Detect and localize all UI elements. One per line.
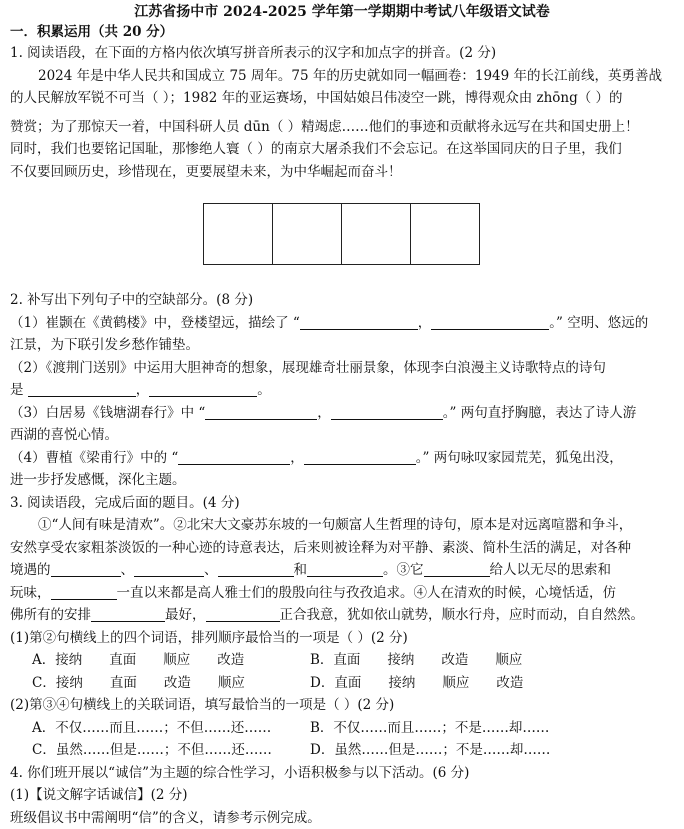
fill-blank[interactable] — [431, 314, 549, 330]
q2-item-3 — [10, 402, 674, 425]
fill-blank[interactable] — [205, 404, 317, 420]
q3-text: 境遇的 — [10, 562, 51, 578]
option-word: 改造 — [441, 652, 468, 668]
q3-text: 。③它 — [383, 562, 424, 578]
fill-blank[interactable] — [51, 561, 121, 577]
option-a[interactable]: A．不仅……而且……；不但……还…… — [32, 717, 310, 740]
fill-blank[interactable] — [51, 584, 117, 600]
option-c[interactable]: C．虽然……但是……；不但……还…… — [32, 739, 310, 762]
q1-passage-line: 不仅要回顾历史，珍惜现在，更要展望未来，为中华崛起而奋斗！ — [10, 161, 674, 184]
fill-blank[interactable] — [307, 561, 383, 577]
q3-text: 给人以无尽的思索和 — [490, 562, 612, 578]
q3-subquestion-2: (2)第③④句横线上的关联词语，填写最恰当的一项是（ ）(2 分) — [10, 694, 674, 717]
q2-stem: 2. 补写出下列句子中的空缺部分。(8 分) — [10, 289, 674, 312]
q4-sub1-text: 班级倡议书中需阐明“信”的含义，请参考示例完成。 — [10, 807, 674, 829]
q3-text: 玩味， — [10, 585, 51, 601]
option-word: 直面 — [110, 675, 137, 691]
q2-text: ， — [317, 405, 331, 421]
option-row — [10, 649, 674, 672]
option-b[interactable]: B．不仅……而且……；不是……却…… — [310, 717, 549, 740]
q3-text: 一直以来都是高人雅士们的殷殷向往与孜孜追求。④人在清欢的时候，心境恬适，仿 — [117, 585, 617, 601]
q3-text: 、 — [121, 562, 135, 578]
option-row — [10, 739, 674, 762]
fill-blank[interactable] — [424, 561, 490, 577]
q4-stem: 4. 你们班开展以“诚信”为主题的综合性学习，小语积极参与以下活动。(6 分) — [10, 762, 674, 785]
q2-text: ， — [136, 382, 150, 398]
q2-text: 。” 两句咏叹家园荒芜，狐兔出没， — [416, 450, 623, 466]
option-word: 改造 — [217, 652, 244, 668]
fill-blank[interactable] — [91, 606, 165, 622]
section-heading: 一．积累运用（共 20 分） — [10, 22, 674, 42]
option-word: 改造 — [164, 675, 191, 691]
option-d[interactable]: D．虽然……但是……；不是……却…… — [310, 739, 550, 762]
option-word: D．直面 — [310, 675, 361, 691]
q3-text: 、 — [204, 562, 218, 578]
q2-item-2 — [10, 379, 674, 402]
q2-text: （4）曹植《梁甫行》中的 “ — [10, 450, 178, 466]
q3-passage-line — [10, 559, 674, 582]
answer-box-grid — [10, 203, 674, 265]
option-word: C．接纳 — [32, 675, 83, 691]
option-word: 顺应 — [495, 652, 522, 668]
q3-passage-line: 安然享受农家粗茶淡饭的一种心迹的诗意表达，后来则被诠释为对平静、素淡、简朴生活的满足，对各种 — [10, 537, 674, 560]
option-b[interactable] — [310, 649, 522, 672]
q2-text: 进一步抒发感慨，深化主题。 — [10, 469, 674, 492]
q2-item-4 — [10, 447, 674, 470]
q3-passage-line — [10, 604, 674, 627]
fill-blank[interactable] — [178, 449, 290, 465]
q3-subquestion-1: (1)第②句横线上的四个词语，排列顺序最恰当的一项是（ ）(2 分) — [10, 627, 674, 650]
fill-blank[interactable] — [218, 561, 294, 577]
q3-text: 正合我意，犹如依山就势，顺水行舟，应时而动，自自然然。 — [280, 607, 645, 623]
option-word: B．直面 — [310, 652, 360, 668]
fill-blank[interactable] — [304, 449, 416, 465]
q4-subquestion-1: (1)【说文解字话诚信】(2 分) — [10, 784, 674, 807]
fill-blank[interactable] — [149, 381, 257, 397]
fill-blank[interactable] — [206, 606, 280, 622]
q2-text: （2）《渡荆门送别》中运用大胆神奇的想象，展现雄奇壮丽景象，体现李白浪漫主义诗歌特点的诗句 — [10, 357, 674, 380]
answer-box[interactable] — [203, 203, 273, 265]
fill-blank[interactable] — [300, 314, 418, 330]
option-word: 直面 — [109, 652, 136, 668]
q1-passage-line: 同时，我们也要铭记国耻，那惨绝人寰（ ）的南京大屠杀我们不会忘记。在这举国同庆的日子里，我们 — [10, 138, 674, 161]
exam-page — [0, 2, 684, 773]
q3-passage-line: ①“人间有味是清欢”。②北宋大文豪苏东坡的一句颇富人生哲理的诗句，原本是对远离喧嚣和争斗， — [10, 514, 674, 537]
q2-text: 。” 空明、悠远的 — [549, 315, 648, 331]
q2-text: 西湖的喜悦心情。 — [10, 424, 674, 447]
q2-text: （1）崔颢在《黄鹤楼》中，登楼望远，描绘了 “ — [10, 315, 300, 331]
q2-text: 是 — [10, 382, 28, 398]
q3-text: 最好， — [165, 607, 206, 623]
option-word: 接纳 — [388, 675, 415, 691]
q2-text: 。 — [257, 382, 271, 398]
option-d[interactable] — [310, 672, 523, 695]
q1-passage-line: 的人民解放军锐不可当（ ）；1982 年的亚运赛场，中国姑娘吕伟凌空一跳，博得观众由 zhōng（ ）的 — [10, 87, 674, 110]
option-word: 顺应 — [218, 675, 245, 691]
q3-passage-line — [10, 582, 674, 605]
answer-box[interactable] — [341, 203, 411, 265]
fill-blank[interactable] — [134, 561, 204, 577]
option-word: 接纳 — [387, 652, 414, 668]
option-word: 顺应 — [163, 652, 190, 668]
fill-blank[interactable] — [331, 404, 443, 420]
q1-passage-line: 赞赏；为了那惊天一着，中国科研人员 dūn（ ）精竭虑……他们的事迹和贡献将永远写在共和国史册上！ — [10, 116, 674, 139]
q2-text: （3）白居易《钱塘湖春行》中 “ — [10, 405, 205, 421]
q2-text: ， — [290, 450, 304, 466]
answer-box[interactable] — [410, 203, 480, 265]
q3-text: 佛所有的安排 — [10, 607, 91, 623]
option-a[interactable] — [32, 649, 310, 672]
option-word: 改造 — [496, 675, 523, 691]
q2-text: ， — [418, 315, 432, 331]
q2-item-1 — [10, 312, 674, 335]
q1-stem: 1. 阅读语段，在下面的方格内依次填写拼音所表示的汉字和加点字的拼音。(2 分) — [10, 42, 674, 65]
q2-text: 江景，为下联引发乡愁作铺垫。 — [10, 334, 674, 357]
q1-passage-line: 2024 年是中华人民共和国成立 75 周年。75 年的历史就如同一幅画卷：1949 年的长江前线，英勇善战 — [10, 65, 674, 88]
option-word: 顺应 — [442, 675, 469, 691]
fill-blank[interactable] — [28, 381, 136, 397]
q3-text: 和 — [294, 562, 308, 578]
option-word: A．接纳 — [32, 652, 82, 668]
option-c[interactable] — [32, 672, 310, 695]
q3-stem: 3. 阅读语段，完成后面的题目。(4 分) — [10, 492, 674, 515]
answer-box[interactable] — [272, 203, 342, 265]
option-row — [10, 717, 674, 740]
option-row — [10, 672, 674, 695]
exam-title: 江苏省扬中市 2024-2025 学年第一学期期中考试八年级语文试卷 — [10, 2, 674, 22]
q2-text: 。” 两句直抒胸臆，表达了诗人游 — [443, 405, 636, 421]
